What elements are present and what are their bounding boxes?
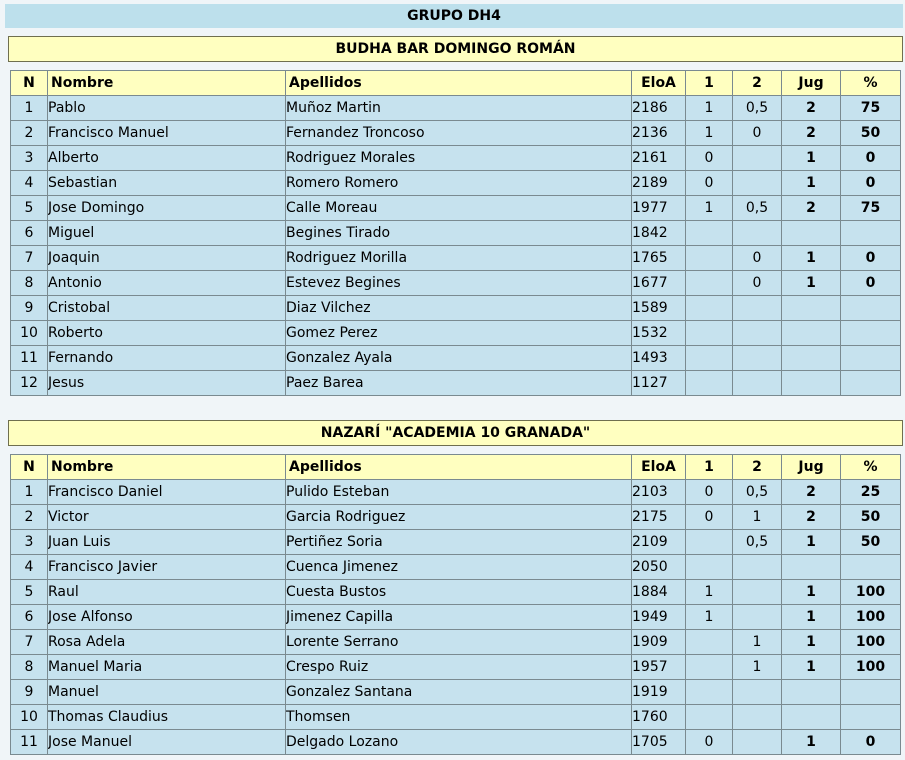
player-number: 5	[11, 580, 48, 605]
games-played	[782, 705, 841, 730]
player-first-name: Victor	[48, 505, 286, 530]
player-first-name: Francisco Manuel	[48, 121, 286, 146]
player-number: 9	[11, 296, 48, 321]
player-elo: 1949	[632, 605, 686, 630]
score-percent: 50	[841, 505, 901, 530]
player-first-name: Jose Domingo	[48, 196, 286, 221]
player-number: 10	[11, 705, 48, 730]
player-row	[11, 371, 901, 396]
player-last-name: Paez Barea	[286, 371, 632, 396]
player-first-name: Francisco Daniel	[48, 480, 286, 505]
player-elo: 2103	[632, 480, 686, 505]
player-last-name: Delgado Lozano	[286, 730, 632, 755]
player-last-name: Pertiñez Soria	[286, 530, 632, 555]
player-number: 11	[11, 730, 48, 755]
player-row	[11, 555, 901, 580]
player-elo: 1884	[632, 580, 686, 605]
player-number: 1	[11, 480, 48, 505]
col-elo-header: EloA	[632, 71, 686, 96]
score-percent: 100	[841, 655, 901, 680]
player-row	[11, 705, 901, 730]
player-row	[11, 505, 901, 530]
score-percent	[841, 221, 901, 246]
player-number: 4	[11, 171, 48, 196]
score-percent	[841, 346, 901, 371]
player-last-name: Begines Tirado	[286, 221, 632, 246]
games-played: 1	[782, 630, 841, 655]
player-number: 3	[11, 530, 48, 555]
player-last-name: Jimenez Capilla	[286, 605, 632, 630]
round-2-result	[733, 680, 782, 705]
player-first-name: Jose Manuel	[48, 730, 286, 755]
games-played: 1	[782, 730, 841, 755]
col-apellidos-header: Apellidos	[286, 455, 632, 480]
round-1-result: 1	[686, 96, 733, 121]
round-1-result	[686, 246, 733, 271]
player-last-name: Estevez Begines	[286, 271, 632, 296]
score-percent: 100	[841, 580, 901, 605]
score-percent: 75	[841, 196, 901, 221]
player-last-name: Fernandez Troncoso	[286, 121, 632, 146]
col-round1-header: 1	[686, 455, 733, 480]
round-1-result	[686, 655, 733, 680]
team-table	[10, 454, 901, 755]
player-number: 5	[11, 196, 48, 221]
player-first-name: Pablo	[48, 96, 286, 121]
round-2-result	[733, 580, 782, 605]
player-last-name: Crespo Ruiz	[286, 655, 632, 680]
round-1-result: 1	[686, 196, 733, 221]
player-number: 8	[11, 271, 48, 296]
player-elo: 1842	[632, 221, 686, 246]
player-elo: 1677	[632, 271, 686, 296]
score-percent	[841, 296, 901, 321]
player-number: 2	[11, 505, 48, 530]
score-percent	[841, 705, 901, 730]
round-2-result	[733, 555, 782, 580]
score-percent: 50	[841, 530, 901, 555]
player-first-name: Miguel	[48, 221, 286, 246]
round-1-result	[686, 371, 733, 396]
round-1-result: 0	[686, 480, 733, 505]
player-last-name: Pulido Esteban	[286, 480, 632, 505]
player-first-name: Francisco Javier	[48, 555, 286, 580]
player-elo: 1589	[632, 296, 686, 321]
col-jug-header: Jug	[782, 71, 841, 96]
player-number: 6	[11, 221, 48, 246]
player-first-name: Rosa Adela	[48, 630, 286, 655]
games-played: 1	[782, 530, 841, 555]
col-n-header: N	[11, 455, 48, 480]
player-number: 7	[11, 630, 48, 655]
games-played: 2	[782, 196, 841, 221]
player-elo: 1493	[632, 346, 686, 371]
round-1-result	[686, 555, 733, 580]
round-1-result: 0	[686, 730, 733, 755]
score-percent: 0	[841, 730, 901, 755]
player-first-name: Jesus	[48, 371, 286, 396]
games-played: 1	[782, 146, 841, 171]
player-row	[11, 480, 901, 505]
col-pct-header: %	[841, 71, 901, 96]
player-first-name: Raul	[48, 580, 286, 605]
player-row	[11, 171, 901, 196]
player-last-name: Thomsen	[286, 705, 632, 730]
player-last-name: Diaz Vilchez	[286, 296, 632, 321]
player-first-name: Cristobal	[48, 296, 286, 321]
player-row	[11, 321, 901, 346]
team-table	[10, 70, 901, 396]
player-elo: 1919	[632, 680, 686, 705]
round-1-result: 0	[686, 171, 733, 196]
round-2-result: 1	[733, 655, 782, 680]
player-number: 3	[11, 146, 48, 171]
col-elo-header: EloA	[632, 455, 686, 480]
round-1-result: 0	[686, 505, 733, 530]
games-played	[782, 321, 841, 346]
round-1-result: 1	[686, 605, 733, 630]
player-row	[11, 605, 901, 630]
games-played: 1	[782, 580, 841, 605]
col-round2-header: 2	[733, 455, 782, 480]
player-row	[11, 121, 901, 146]
player-last-name: Rodriguez Morilla	[286, 246, 632, 271]
col-round2-header: 2	[733, 71, 782, 96]
player-last-name: Cuenca Jimenez	[286, 555, 632, 580]
player-elo: 1705	[632, 730, 686, 755]
round-1-result	[686, 296, 733, 321]
header-row	[11, 455, 901, 480]
player-row	[11, 730, 901, 755]
player-number: 7	[11, 246, 48, 271]
round-2-result: 0,5	[733, 96, 782, 121]
player-elo: 1127	[632, 371, 686, 396]
round-1-result	[686, 705, 733, 730]
player-last-name: Romero Romero	[286, 171, 632, 196]
round-2-result	[733, 705, 782, 730]
group-title: GRUPO DH4	[5, 4, 903, 28]
player-row	[11, 580, 901, 605]
player-row	[11, 146, 901, 171]
player-number: 2	[11, 121, 48, 146]
player-elo: 1765	[632, 246, 686, 271]
player-number: 6	[11, 605, 48, 630]
round-2-result: 1	[733, 630, 782, 655]
player-number: 4	[11, 555, 48, 580]
team-title: NAZARÍ "ACADEMIA 10 GRANADA"	[8, 420, 903, 446]
games-played	[782, 555, 841, 580]
score-percent: 50	[841, 121, 901, 146]
round-2-result: 0,5	[733, 196, 782, 221]
round-1-result	[686, 346, 733, 371]
player-first-name: Juan Luis	[48, 530, 286, 555]
player-elo: 2175	[632, 505, 686, 530]
player-row	[11, 271, 901, 296]
round-1-result: 1	[686, 121, 733, 146]
col-round1-header: 1	[686, 71, 733, 96]
col-nombre-header: Nombre	[48, 455, 286, 480]
player-row	[11, 296, 901, 321]
player-elo: 2136	[632, 121, 686, 146]
player-last-name: Gomez Perez	[286, 321, 632, 346]
player-last-name: Cuesta Bustos	[286, 580, 632, 605]
player-last-name: Garcia Rodriguez	[286, 505, 632, 530]
score-percent	[841, 555, 901, 580]
round-2-result	[733, 171, 782, 196]
player-first-name: Roberto	[48, 321, 286, 346]
games-played: 1	[782, 246, 841, 271]
player-first-name: Manuel	[48, 680, 286, 705]
player-number: 10	[11, 321, 48, 346]
games-played	[782, 221, 841, 246]
games-played	[782, 680, 841, 705]
player-first-name: Manuel Maria	[48, 655, 286, 680]
player-first-name: Alberto	[48, 146, 286, 171]
games-played: 1	[782, 655, 841, 680]
round-2-result	[733, 296, 782, 321]
header-row	[11, 71, 901, 96]
player-elo: 1957	[632, 655, 686, 680]
player-elo: 2186	[632, 96, 686, 121]
score-percent: 25	[841, 480, 901, 505]
games-played: 2	[782, 505, 841, 530]
round-1-result	[686, 271, 733, 296]
games-played: 2	[782, 96, 841, 121]
player-elo: 1532	[632, 321, 686, 346]
score-percent: 100	[841, 630, 901, 655]
player-first-name: Jose Alfonso	[48, 605, 286, 630]
round-1-result	[686, 680, 733, 705]
player-first-name: Joaquin	[48, 246, 286, 271]
games-played: 2	[782, 480, 841, 505]
score-percent: 75	[841, 96, 901, 121]
player-number: 12	[11, 371, 48, 396]
round-2-result	[733, 605, 782, 630]
player-first-name: Thomas Claudius	[48, 705, 286, 730]
player-elo: 2189	[632, 171, 686, 196]
player-row	[11, 530, 901, 555]
round-2-result	[733, 321, 782, 346]
player-number: 11	[11, 346, 48, 371]
player-row	[11, 630, 901, 655]
col-pct-header: %	[841, 455, 901, 480]
round-2-result: 0	[733, 271, 782, 296]
player-first-name: Antonio	[48, 271, 286, 296]
player-elo: 1909	[632, 630, 686, 655]
games-played: 1	[782, 171, 841, 196]
col-apellidos-header: Apellidos	[286, 71, 632, 96]
round-2-result: 0	[733, 246, 782, 271]
score-percent	[841, 321, 901, 346]
games-played: 2	[782, 121, 841, 146]
player-elo: 1977	[632, 196, 686, 221]
round-2-result: 0	[733, 121, 782, 146]
player-number: 1	[11, 96, 48, 121]
games-played	[782, 346, 841, 371]
player-number: 8	[11, 655, 48, 680]
player-row	[11, 680, 901, 705]
player-last-name: Calle Moreau	[286, 196, 632, 221]
round-1-result: 1	[686, 580, 733, 605]
player-last-name: Muñoz Martin	[286, 96, 632, 121]
player-row	[11, 96, 901, 121]
round-2-result: 0,5	[733, 480, 782, 505]
team-title: BUDHA BAR DOMINGO ROMÁN	[8, 36, 903, 62]
round-2-result	[733, 221, 782, 246]
games-played: 1	[782, 271, 841, 296]
player-elo: 2161	[632, 146, 686, 171]
player-row	[11, 196, 901, 221]
player-row	[11, 246, 901, 271]
round-1-result	[686, 221, 733, 246]
col-nombre-header: Nombre	[48, 71, 286, 96]
score-percent	[841, 371, 901, 396]
col-jug-header: Jug	[782, 455, 841, 480]
games-played: 1	[782, 605, 841, 630]
games-played	[782, 296, 841, 321]
score-percent: 0	[841, 271, 901, 296]
player-last-name: Gonzalez Santana	[286, 680, 632, 705]
round-2-result	[733, 146, 782, 171]
round-2-result	[733, 730, 782, 755]
score-percent: 100	[841, 605, 901, 630]
round-1-result: 0	[686, 146, 733, 171]
player-elo: 2109	[632, 530, 686, 555]
games-played	[782, 371, 841, 396]
player-elo: 2050	[632, 555, 686, 580]
player-first-name: Sebastian	[48, 171, 286, 196]
round-2-result	[733, 371, 782, 396]
round-2-result	[733, 346, 782, 371]
round-1-result	[686, 321, 733, 346]
round-2-result: 1	[733, 505, 782, 530]
score-percent: 0	[841, 246, 901, 271]
player-row	[11, 655, 901, 680]
player-last-name: Gonzalez Ayala	[286, 346, 632, 371]
player-elo: 1760	[632, 705, 686, 730]
player-last-name: Lorente Serrano	[286, 630, 632, 655]
round-1-result	[686, 530, 733, 555]
player-row	[11, 221, 901, 246]
player-first-name: Fernando	[48, 346, 286, 371]
player-last-name: Rodriguez Morales	[286, 146, 632, 171]
player-number: 9	[11, 680, 48, 705]
player-row	[11, 346, 901, 371]
round-1-result	[686, 630, 733, 655]
round-2-result: 0,5	[733, 530, 782, 555]
score-percent: 0	[841, 171, 901, 196]
score-percent: 0	[841, 146, 901, 171]
score-percent	[841, 680, 901, 705]
col-n-header: N	[11, 71, 48, 96]
